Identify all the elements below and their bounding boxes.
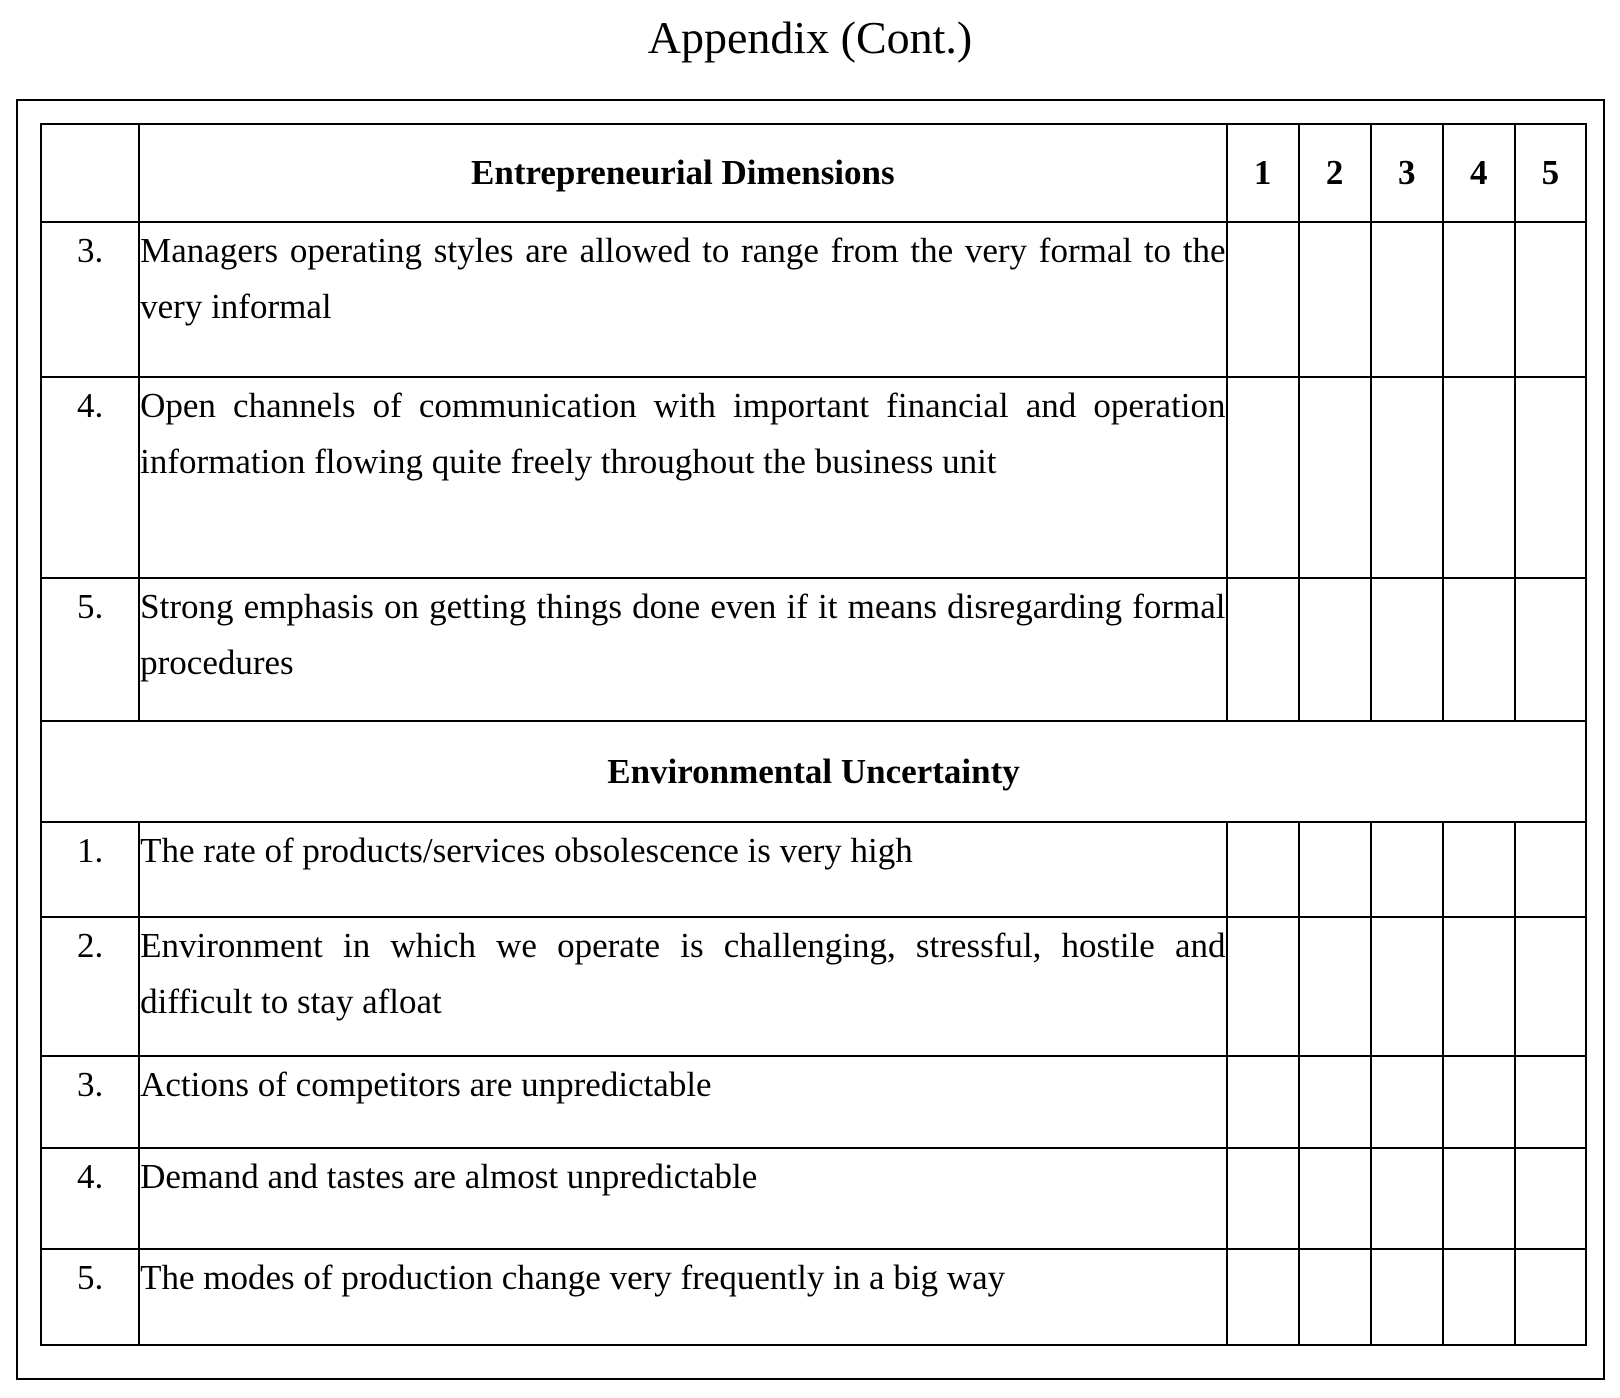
item-text: Strong emphasis on getting things done even if it means disregarding formal procedures [139,578,1226,721]
rating-cell-4[interactable] [1443,222,1515,377]
item-number: 4. [41,377,139,578]
rating-cell-2[interactable] [1299,822,1371,917]
rating-cell-4[interactable] [1443,1056,1515,1148]
header-scale-1: 1 [1227,124,1299,222]
rating-cell-3[interactable] [1371,1056,1443,1148]
header-scale-5: 5 [1515,124,1586,222]
rating-cell-3[interactable] [1371,222,1443,377]
item-text: Managers operating styles are allowed to range from the very formal to the very informal [139,222,1226,377]
header-scale-3: 3 [1371,124,1443,222]
item-number: 4. [41,1148,139,1249]
item-text: Demand and tastes are almost unpredictable [139,1148,1226,1249]
rating-cell-4[interactable] [1443,578,1515,721]
rating-cell-3[interactable] [1371,578,1443,721]
rating-cell-5[interactable] [1515,917,1586,1056]
rating-cell-5[interactable] [1515,377,1586,578]
rating-cell-2[interactable] [1299,1056,1371,1148]
rating-cell-1[interactable] [1227,578,1299,721]
table-row [41,1249,1586,1345]
item-number: 3. [41,222,139,377]
rating-cell-3[interactable] [1371,1249,1443,1345]
rating-cell-1[interactable] [1227,1249,1299,1345]
item-number: 3. [41,1056,139,1148]
table-row [41,917,1586,1056]
rating-cell-1[interactable] [1227,1148,1299,1249]
table-row [41,1056,1586,1148]
section-header-row [41,721,1586,822]
rating-cell-4[interactable] [1443,1249,1515,1345]
header-num [41,124,139,222]
section-title: Environmental Uncertainty [41,721,1586,822]
item-text: Environment in which we operate is challenging, stressful, hostile and difficult to stay afloat [139,917,1226,1056]
rating-cell-1[interactable] [1227,377,1299,578]
rating-cell-2[interactable] [1299,377,1371,578]
rating-cell-4[interactable] [1443,1148,1515,1249]
item-number: 5. [41,1249,139,1345]
header-scale-2: 2 [1299,124,1371,222]
item-number: 5. [41,578,139,721]
rating-cell-2[interactable] [1299,917,1371,1056]
rating-cell-3[interactable] [1371,377,1443,578]
rating-cell-2[interactable] [1299,578,1371,721]
table-header-row [41,124,1586,222]
table-row [41,578,1586,721]
rating-cell-5[interactable] [1515,1148,1586,1249]
table-row [41,377,1586,578]
item-text: The rate of products/services obsolescence is very high [139,822,1226,917]
rating-cell-5[interactable] [1515,1249,1586,1345]
rating-cell-1[interactable] [1227,222,1299,377]
item-text: The modes of production change very frequently in a big way [139,1249,1226,1345]
rating-cell-2[interactable] [1299,1148,1371,1249]
rating-cell-5[interactable] [1515,822,1586,917]
header-scale-4: 4 [1443,124,1515,222]
survey-table [40,123,1587,1346]
rating-cell-3[interactable] [1371,1148,1443,1249]
page-title: Appendix (Cont.) [647,12,973,63]
header-dimension: Entrepreneurial Dimensions [139,124,1226,222]
rating-cell-1[interactable] [1227,917,1299,1056]
rating-cell-5[interactable] [1515,222,1586,377]
table-row [41,1148,1586,1249]
table-row [41,222,1586,377]
rating-cell-5[interactable] [1515,1056,1586,1148]
rating-cell-4[interactable] [1443,917,1515,1056]
rating-cell-2[interactable] [1299,222,1371,377]
rating-cell-3[interactable] [1371,917,1443,1056]
table-row [41,822,1586,917]
item-number: 1. [41,822,139,917]
rating-cell-4[interactable] [1443,822,1515,917]
rating-cell-1[interactable] [1227,1056,1299,1148]
rating-cell-2[interactable] [1299,1249,1371,1345]
rating-cell-4[interactable] [1443,377,1515,578]
rating-cell-1[interactable] [1227,822,1299,917]
item-text: Open channels of communication with important financial and operation information flowing quite freely throughout the business unit [139,377,1226,578]
item-text: Actions of competitors are unpredictable [139,1056,1226,1148]
item-number: 2. [41,917,139,1056]
rating-cell-3[interactable] [1371,822,1443,917]
rating-cell-5[interactable] [1515,578,1586,721]
